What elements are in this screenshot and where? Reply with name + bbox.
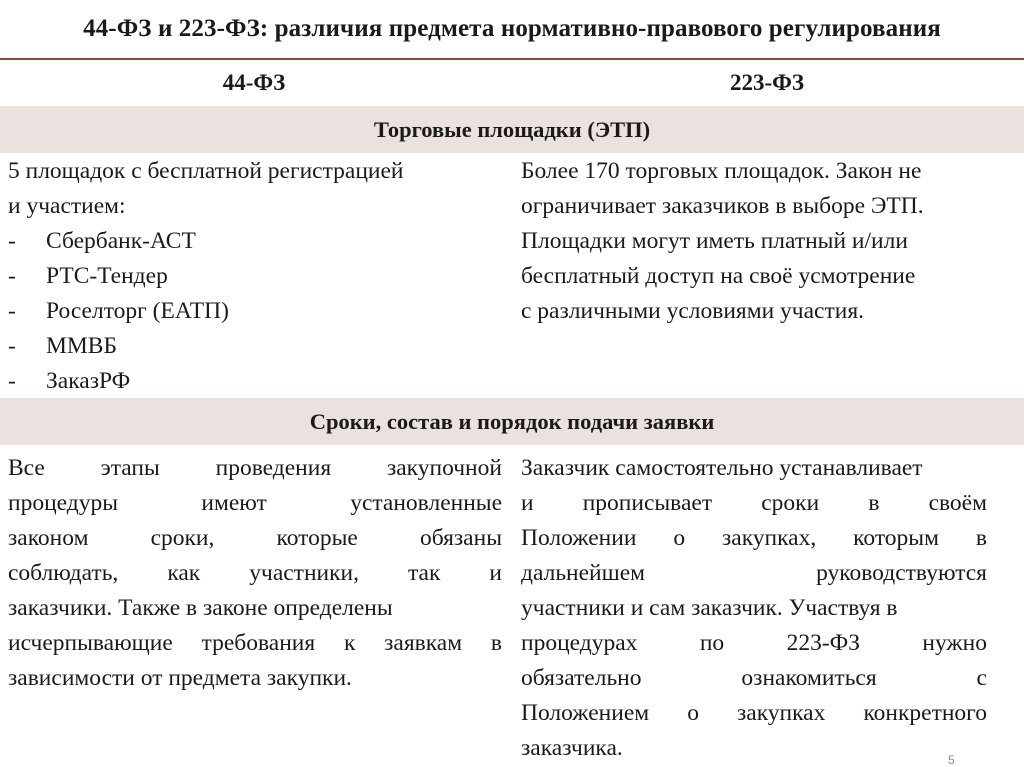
text-line [521, 521, 987, 556]
word: закупках [737, 700, 826, 726]
column-divider [508, 153, 510, 398]
word: имеют [201, 490, 267, 516]
word: исчерпывающие [8, 630, 173, 656]
intro-line: и участием: [8, 193, 126, 219]
text-line: Более 170 торговых площадок. Закон не [521, 158, 922, 184]
word: с [976, 665, 987, 691]
word: о [673, 525, 686, 551]
platform-name: Роселторг (ЕАТП) [46, 298, 229, 324]
slide-title: 44-ФЗ и 223-ФЗ: различия предмета нормативно-правового регулирования [83, 15, 941, 42]
section-heading-platforms: Торговые площадки (ЭТП) [0, 106, 1024, 153]
bullet-dash: - [8, 333, 16, 359]
text-line: заказчика. [521, 735, 623, 761]
page-number: 5 [948, 753, 955, 767]
word: которые [276, 525, 358, 551]
word: своём [928, 490, 987, 516]
word: конкретного [863, 700, 987, 726]
platforms-44fz-cell [8, 154, 503, 399]
platform-name: ЗаказРФ [46, 368, 131, 394]
word: закупках, [721, 525, 817, 551]
text-line [8, 556, 502, 591]
bullet-dash: - [8, 263, 16, 289]
word: закупочной [386, 455, 502, 481]
word: о [687, 700, 699, 726]
text-line [8, 626, 502, 661]
word: прописывает [582, 490, 713, 516]
platform-list-item [8, 329, 503, 364]
word: ознакомиться [741, 665, 877, 691]
text-line: участники и сам заказчик. Участвуя в [521, 595, 898, 621]
word: обязательно [521, 665, 642, 691]
word: в [975, 525, 987, 551]
word: 223-ФЗ [786, 630, 860, 656]
word: нужно [922, 630, 987, 656]
word: так [408, 560, 441, 586]
word: Все [8, 455, 45, 481]
word: и [521, 490, 534, 516]
section-heading-deadlines: Сроки, состав и порядок подачи заявки [0, 398, 1024, 445]
column-header-44fz: 44-ФЗ [0, 60, 508, 106]
word: сроки, [150, 525, 215, 551]
word: законом [8, 525, 89, 551]
word: руководствуются [816, 560, 987, 586]
text-line: зависимости от предмета закупки. [8, 665, 352, 691]
text-line: с различными условиями участия. [521, 298, 864, 324]
column-header-223fz: 223-ФЗ [510, 60, 1024, 106]
platforms-223fz-cell [521, 154, 1011, 329]
word: сроки [761, 490, 820, 516]
text-line: Заказчик самостоятельно устанавливает [521, 455, 923, 481]
word: процедуры [8, 490, 119, 516]
platform-list-item [8, 364, 503, 399]
text-line [521, 626, 987, 661]
bullet-dash: - [8, 228, 16, 254]
text-line [521, 661, 987, 696]
word: как [167, 560, 201, 586]
word: процедурах [521, 630, 638, 656]
deadlines-223fz-cell [521, 451, 987, 766]
platform-list-item [8, 294, 503, 329]
platform-name: РТС-Тендер [46, 263, 168, 289]
word: требования [201, 630, 316, 656]
word: этапы [100, 455, 160, 481]
word: обязаны [419, 525, 502, 551]
platform-name: ММВБ [46, 333, 117, 359]
word: Положением [521, 700, 650, 726]
word: в [868, 490, 880, 516]
column-divider [508, 445, 510, 767]
deadlines-44fz-cell [8, 451, 502, 696]
text-line: бесплатный доступ на своё усмотрение [521, 263, 916, 289]
column-divider [508, 60, 510, 106]
text-line [8, 451, 502, 486]
bullet-dash: - [8, 368, 16, 394]
platform-name: Сбербанк-АСТ [46, 228, 196, 254]
text-line [521, 556, 987, 591]
word: Положении [521, 525, 637, 551]
text-line: Площадки могут иметь платный и/или [521, 228, 908, 254]
word: которым [853, 525, 939, 551]
text-line: заказчики. Также в законе определены [8, 595, 393, 621]
text-line [8, 486, 502, 521]
platform-list-item [8, 224, 503, 259]
word: заявкам [384, 630, 463, 656]
word: участники, [249, 560, 359, 586]
text-line [8, 521, 502, 556]
text-line [521, 486, 987, 521]
word: соблюдать, [8, 560, 119, 586]
platform-list-item [8, 259, 503, 294]
word: к [343, 630, 356, 656]
text-line: ограничивает заказчиков в выборе ЭТП. [521, 193, 924, 219]
word: по [699, 630, 725, 656]
bullet-dash: - [8, 298, 16, 324]
word: и [489, 560, 502, 586]
word: проведения [215, 455, 332, 481]
text-line [521, 696, 987, 731]
word: установленные [350, 490, 502, 516]
intro-line: 5 площадок с бесплатной регистрацией [8, 158, 404, 184]
platform-list [8, 224, 503, 399]
word: в [490, 630, 502, 656]
word: дальнейшем [521, 560, 646, 586]
